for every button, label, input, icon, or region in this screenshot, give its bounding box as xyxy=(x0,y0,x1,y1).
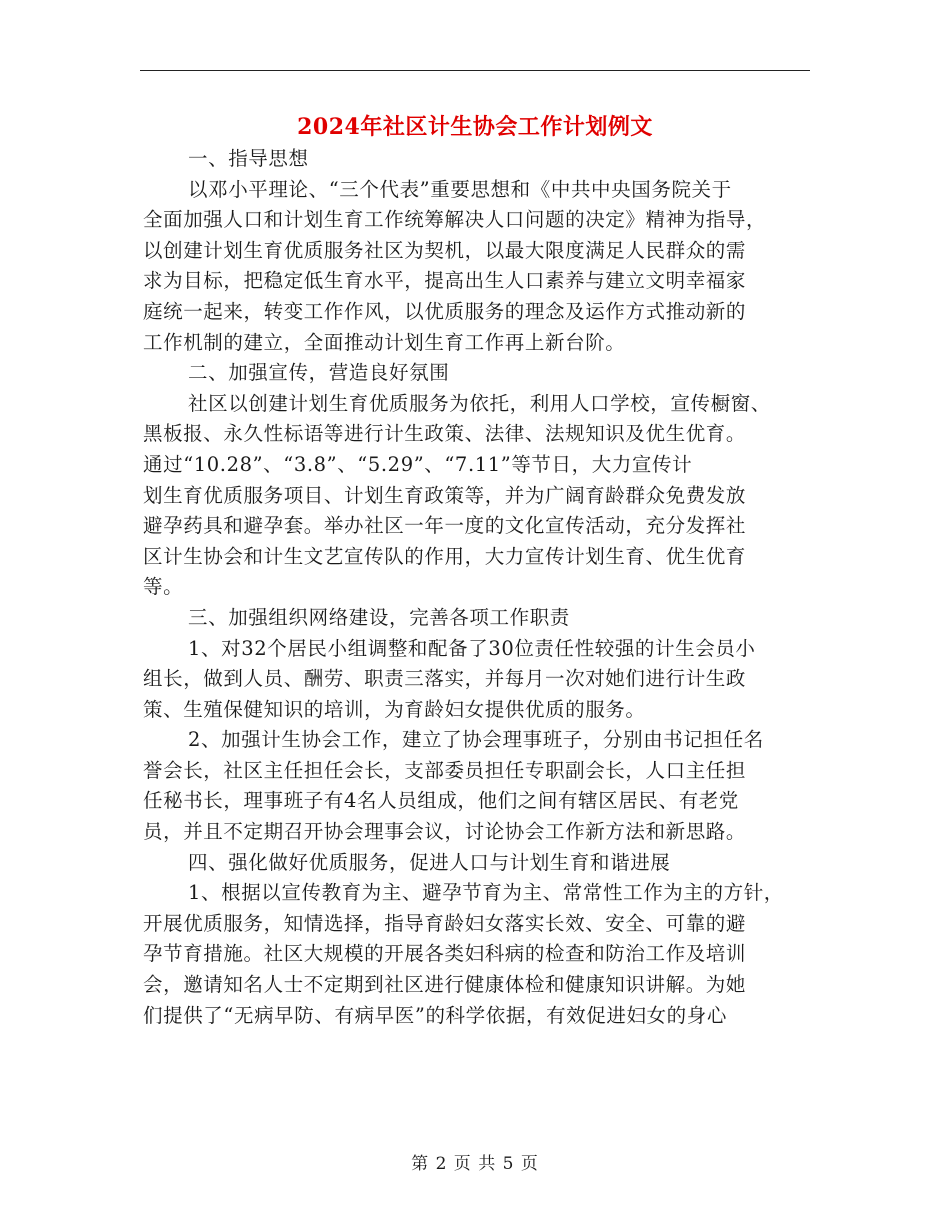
body-line: 全面加强人口和计划生育工作统筹解决人口问题的决定》精神为指导， xyxy=(143,208,767,232)
body-line: 二、加强宣传，营造良好氛围 xyxy=(188,361,450,385)
body-line: 组长，做到人员、酬劳、职责三落实，并每月一次对她们进行计生政 xyxy=(143,667,747,691)
document-body xyxy=(143,144,813,1031)
body-line: 划生育优质服务项目、计划生育政策等，并为广阔育龄群众免费发放 xyxy=(143,483,747,507)
body-line: 以邓小平理论、“三个代表”重要思想和《中共中央国务院关于 xyxy=(188,177,732,201)
body-line: 庭统一起来，转变工作作风，以优质服务的理念及运作方式推动新的 xyxy=(143,299,747,323)
body-line: 黑板报、永久性标语等进行计生政策、法律、法规知识及优生优育。 xyxy=(143,422,747,446)
body-line: 策、生殖保健知识的培训，为育龄妇女提供优质的服务。 xyxy=(143,697,646,721)
body-line: 区计生协会和计生文艺宣传队的作用，大力宣传计划生育、优生优育 xyxy=(143,544,747,568)
body-line: 求为目标，把稳定低生育水平，提高出生人口素养与建立文明幸福家 xyxy=(143,269,747,293)
page-number: 第 2 页 共 5 页 xyxy=(411,1154,539,1174)
body-line: 通过“10.28”、“3.8”、“5.29”、“7.11”等节日，大力宣传计 xyxy=(143,452,693,476)
body-line: 等。 xyxy=(143,575,184,599)
body-line: 员，并且不定期召开协会理事会议，讨论协会工作新方法和新思路。 xyxy=(143,820,747,844)
body-line: 三、加强组织网络建设，完善各项工作职责 xyxy=(188,605,570,629)
body-line: 四、强化做好优质服务，促进人口与计划生育和谐进展 xyxy=(188,850,671,874)
body-line: 避孕药具和避孕套。举办社区一年一度的文化宣传活动，充分发挥社 xyxy=(143,514,747,538)
body-line: 会，邀请知名人士不定期到社区进行健康体检和健康知识讲解。为她 xyxy=(143,973,747,997)
header-rule xyxy=(140,70,810,71)
document-title: 2024年社区计生协会工作计划例文 xyxy=(297,114,653,140)
body-line: 一、指导思想 xyxy=(188,147,309,170)
body-line: 任秘书长，理事班子有4名人员组成，他们之间有辖区居民、有老党 xyxy=(143,789,739,813)
body-line: 2、加强计生协会工作，建立了协会理事班子，分别由书记担任名 xyxy=(188,728,764,752)
body-line: 誉会长，社区主任担任会长，支部委员担任专职副会长，人口主任担 xyxy=(143,758,747,782)
body-line: 孕节育措施。社区大规模的开展各类妇科病的检查和防治工作及培训 xyxy=(143,942,747,966)
body-line: 社区以创建计划生育优质服务为依托，利用人口学校，宣传橱窗、 xyxy=(188,391,771,415)
body-line: 开展优质服务，知情选择，指导育龄妇女落实长效、安全、可靠的避 xyxy=(143,911,747,935)
body-line: 1、对32个居民小组调整和配备了30位责任性较强的计生会员小 xyxy=(188,636,756,660)
body-line: 工作机制的建立，全面推动计划生育工作再上新台阶。 xyxy=(143,330,626,354)
body-line: 1、根据以宣传教育为主、避孕节育为主、常常性工作为主的方针， xyxy=(188,881,784,905)
body-line: 以创建计划生育优质服务社区为契机，以最大限度满足人民群众的需 xyxy=(143,238,747,262)
body-line: 们提供了“无病早防、有病早医”的科学依据，有效促进妇女的身心 xyxy=(143,1003,727,1027)
